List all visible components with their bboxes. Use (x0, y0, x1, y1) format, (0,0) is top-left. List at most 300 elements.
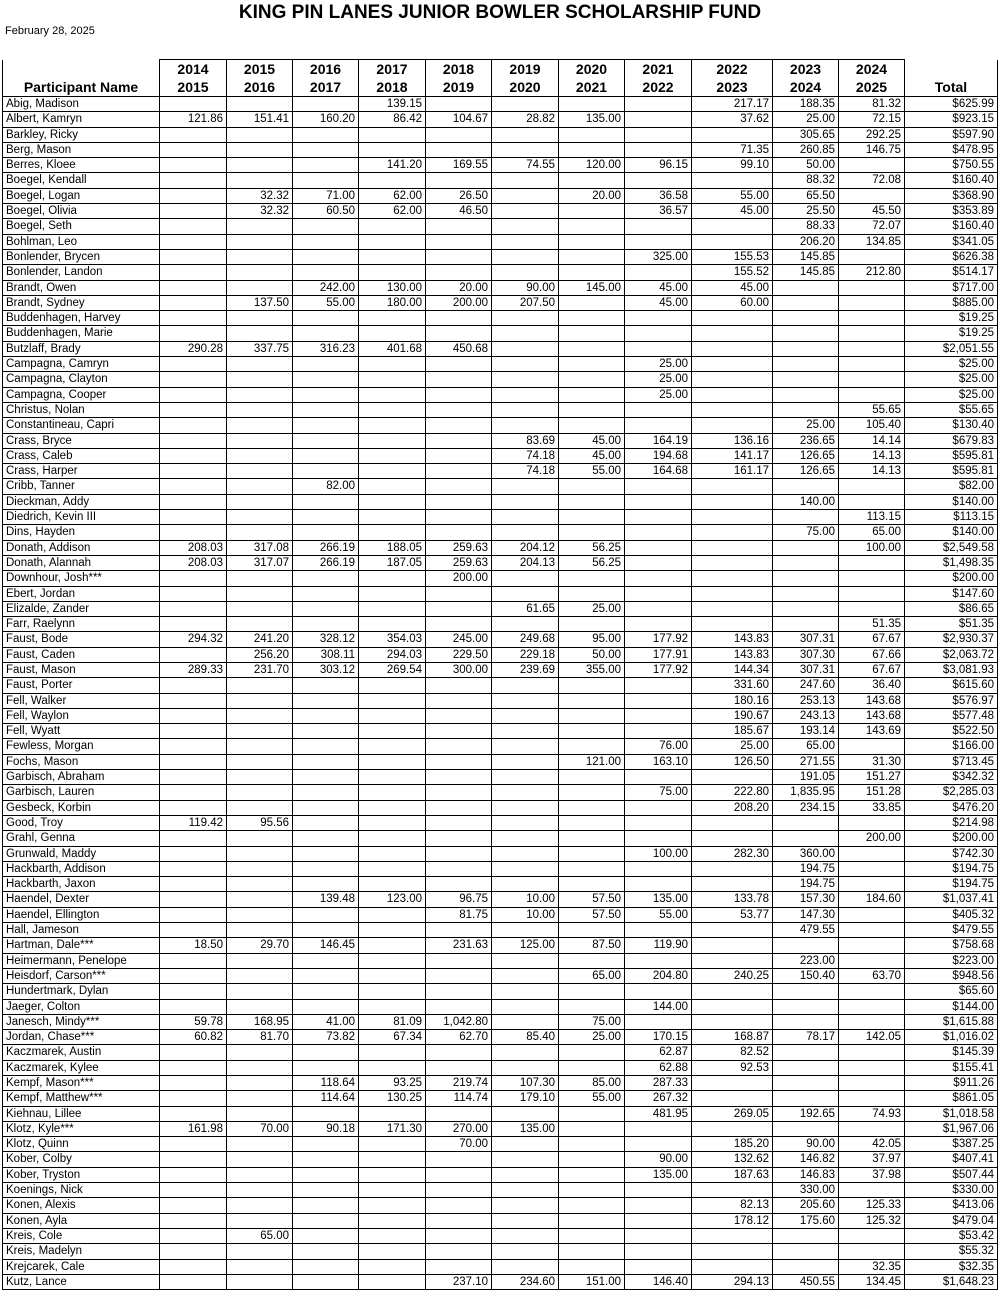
amount-cell: 200.00 (839, 831, 905, 846)
amount-cell: 67.66 (839, 647, 905, 662)
amount-cell: 204.80 (625, 968, 692, 983)
amount-cell (559, 708, 625, 723)
amount-cell: 78.17 (773, 1030, 839, 1045)
amount-cell: 179.10 (492, 1091, 559, 1106)
amount-cell (227, 1274, 293, 1289)
amount-cell (773, 1259, 839, 1274)
amount-cell (559, 357, 625, 372)
amount-cell (359, 693, 426, 708)
amount-cell: 146.82 (773, 1152, 839, 1167)
amount-cell (839, 1076, 905, 1091)
amount-cell (559, 1045, 625, 1060)
amount-cell (293, 770, 359, 785)
amount-cell (359, 1045, 426, 1060)
amount-cell: 222.80 (692, 785, 773, 800)
amount-cell: 87.50 (559, 938, 625, 953)
amount-cell (839, 999, 905, 1014)
amount-cell (492, 1167, 559, 1182)
amount-cell (359, 968, 426, 983)
amount-cell (692, 938, 773, 953)
amount-cell: 95.56 (227, 815, 293, 830)
amount-cell (227, 357, 293, 372)
amount-cell (426, 693, 492, 708)
amount-cell: 86.42 (359, 112, 426, 127)
amount-cell (359, 770, 426, 785)
amount-cell (492, 510, 559, 525)
table-row (3, 586, 998, 601)
amount-cell: 249.68 (492, 632, 559, 647)
amount-cell: 72.15 (839, 112, 905, 127)
amount-cell (839, 280, 905, 295)
amount-cell (359, 800, 426, 815)
participant-name: Kiehnau, Lillee (3, 1106, 160, 1121)
amount-cell (160, 1259, 227, 1274)
amount-cell: 234.60 (492, 1274, 559, 1289)
amount-cell (227, 678, 293, 693)
amount-cell: 450.55 (773, 1274, 839, 1289)
total-cell: $1,967.06 (905, 1121, 998, 1136)
amount-cell: 217.17 (692, 97, 773, 112)
table-row (3, 311, 998, 326)
participant-name: Klotz, Quinn (3, 1137, 160, 1152)
total-cell: $65.60 (905, 984, 998, 999)
amount-cell: 479.55 (773, 923, 839, 938)
amount-cell: 25.50 (773, 204, 839, 219)
amount-cell: 151.28 (839, 785, 905, 800)
amount-cell (426, 586, 492, 601)
amount-cell: 316.23 (293, 341, 359, 356)
amount-cell (692, 1121, 773, 1136)
amount-cell: 99.10 (692, 158, 773, 173)
amount-cell (160, 586, 227, 601)
amount-cell (839, 1091, 905, 1106)
amount-cell: 36.58 (625, 188, 692, 203)
amount-cell (160, 204, 227, 219)
total-cell: $194.75 (905, 877, 998, 892)
amount-cell (773, 510, 839, 525)
amount-cell (839, 249, 905, 264)
amount-cell: 292.25 (839, 127, 905, 142)
amount-cell: 146.40 (625, 1274, 692, 1289)
amount-cell: 55.65 (839, 402, 905, 417)
amount-cell (625, 1244, 692, 1259)
amount-cell: 160.20 (293, 112, 359, 127)
amount-cell (293, 923, 359, 938)
amount-cell (625, 219, 692, 234)
amount-cell (559, 923, 625, 938)
amount-cell (559, 1183, 625, 1198)
amount-cell: 81.70 (227, 1030, 293, 1045)
total-cell: $194.75 (905, 861, 998, 876)
amount-cell (227, 433, 293, 448)
amount-cell (492, 846, 559, 861)
amount-cell: 95.00 (559, 632, 625, 647)
table-row (3, 1274, 998, 1289)
amount-cell: 164.19 (625, 433, 692, 448)
amount-cell (492, 754, 559, 769)
amount-cell (692, 984, 773, 999)
amount-cell (426, 708, 492, 723)
total-cell: $2,930.37 (905, 632, 998, 647)
amount-cell: 150.40 (773, 968, 839, 983)
year-header-end: 2019 (426, 78, 492, 97)
amount-cell (559, 234, 625, 249)
amount-cell (625, 877, 692, 892)
table-row (3, 1244, 998, 1259)
participant-name: Campagna, Clayton (3, 372, 160, 387)
amount-cell (359, 846, 426, 861)
amount-cell: 161.98 (160, 1121, 227, 1136)
amount-cell: 184.60 (839, 892, 905, 907)
amount-cell: 237.10 (426, 1274, 492, 1289)
amount-cell (839, 846, 905, 861)
amount-cell (227, 1076, 293, 1091)
total-cell: $911.26 (905, 1076, 998, 1091)
participant-name: Koenings, Nick (3, 1183, 160, 1198)
amount-cell (773, 1121, 839, 1136)
amount-cell (293, 219, 359, 234)
amount-cell (625, 923, 692, 938)
amount-cell (625, 1259, 692, 1274)
amount-cell (692, 525, 773, 540)
amount-cell: 36.40 (839, 678, 905, 693)
amount-cell: 219.74 (426, 1076, 492, 1091)
amount-cell (492, 724, 559, 739)
amount-cell (426, 953, 492, 968)
amount-cell (625, 800, 692, 815)
year-header-start: 2015 (227, 60, 293, 79)
amount-cell: 25.00 (625, 357, 692, 372)
amount-cell: 114.74 (426, 1091, 492, 1106)
table-row (3, 188, 998, 203)
amount-cell: 85.40 (492, 1030, 559, 1045)
amount-cell (160, 280, 227, 295)
total-cell: $140.00 (905, 525, 998, 540)
amount-cell: 121.86 (160, 112, 227, 127)
amount-cell (773, 815, 839, 830)
amount-cell (227, 877, 293, 892)
amount-cell (492, 188, 559, 203)
amount-cell (625, 1121, 692, 1136)
amount-cell: 10.00 (492, 892, 559, 907)
amount-cell (359, 249, 426, 264)
total-cell: $1,648.23 (905, 1274, 998, 1289)
amount-cell (359, 815, 426, 830)
amount-cell: 239.69 (492, 662, 559, 677)
amount-cell: 55.00 (559, 464, 625, 479)
participant-name: Bonlender, Landon (3, 265, 160, 280)
participant-name: Grunwald, Maddy (3, 846, 160, 861)
table-row (3, 1213, 998, 1228)
amount-cell: 161.17 (692, 464, 773, 479)
amount-cell (293, 402, 359, 417)
participant-name: Garbisch, Abraham (3, 770, 160, 785)
participant-name: Konen, Alexis (3, 1198, 160, 1213)
amount-cell: 125.00 (492, 938, 559, 953)
amount-cell: 36.57 (625, 204, 692, 219)
amount-cell (293, 387, 359, 402)
amount-cell: 82.52 (692, 1045, 773, 1060)
total-cell: $19.25 (905, 326, 998, 341)
amount-cell (227, 601, 293, 616)
amount-cell (426, 1228, 492, 1243)
amount-cell: 132.62 (692, 1152, 773, 1167)
participant-name: Hackbarth, Addison (3, 861, 160, 876)
participant-name: Dins, Hayden (3, 525, 160, 540)
amount-cell: 90.00 (492, 280, 559, 295)
amount-cell: 289.33 (160, 662, 227, 677)
amount-cell (492, 1137, 559, 1152)
amount-cell (160, 158, 227, 173)
amount-cell: 32.35 (839, 1259, 905, 1274)
amount-cell (625, 555, 692, 570)
amount-cell (426, 617, 492, 632)
participant-name: Albert, Kamryn (3, 112, 160, 127)
amount-cell: 207.50 (492, 295, 559, 310)
amount-cell: 71.35 (692, 142, 773, 157)
amount-cell (492, 372, 559, 387)
amount-cell (559, 586, 625, 601)
amount-cell (227, 1091, 293, 1106)
amount-cell (160, 357, 227, 372)
table-row (3, 510, 998, 525)
amount-cell (359, 907, 426, 922)
amount-cell (426, 800, 492, 815)
amount-cell (625, 984, 692, 999)
amount-cell: 177.91 (625, 647, 692, 662)
amount-cell (559, 953, 625, 968)
participant-name: Kutz, Lance (3, 1274, 160, 1289)
amount-cell (773, 311, 839, 326)
amount-cell (227, 999, 293, 1014)
header-row-years-start (3, 60, 998, 79)
amount-cell (839, 586, 905, 601)
amount-cell (160, 984, 227, 999)
amount-cell (426, 448, 492, 463)
amount-cell (492, 877, 559, 892)
participant-name: Campagna, Cooper (3, 387, 160, 402)
amount-cell: 146.83 (773, 1167, 839, 1182)
amount-cell (773, 1060, 839, 1075)
amount-cell (359, 525, 426, 540)
amount-cell (492, 341, 559, 356)
amount-cell: 155.52 (692, 265, 773, 280)
amount-cell (559, 724, 625, 739)
amount-cell (227, 479, 293, 494)
table-row (3, 464, 998, 479)
amount-cell (426, 968, 492, 983)
amount-cell (839, 1183, 905, 1198)
amount-cell: 25.00 (773, 418, 839, 433)
amount-cell: 135.00 (492, 1121, 559, 1136)
amount-cell (227, 1137, 293, 1152)
amount-cell (559, 295, 625, 310)
participant-name: Kreis, Cole (3, 1228, 160, 1243)
amount-cell (625, 861, 692, 876)
amount-cell (359, 311, 426, 326)
amount-cell: 65.00 (773, 739, 839, 754)
amount-cell (559, 341, 625, 356)
amount-cell (773, 617, 839, 632)
amount-cell (492, 617, 559, 632)
table-row (3, 479, 998, 494)
amount-cell (160, 249, 227, 264)
amount-cell (227, 892, 293, 907)
amount-cell: 65.00 (559, 968, 625, 983)
amount-cell (227, 1183, 293, 1198)
amount-cell (426, 815, 492, 830)
amount-cell (293, 739, 359, 754)
year-header-start: 2023 (773, 60, 839, 79)
amount-cell (426, 785, 492, 800)
amount-cell: 55.00 (293, 295, 359, 310)
total-cell: $25.00 (905, 357, 998, 372)
amount-cell: 151.00 (559, 1274, 625, 1289)
amount-cell (559, 693, 625, 708)
amount-cell (692, 219, 773, 234)
amount-cell (559, 678, 625, 693)
amount-cell: 164.68 (625, 464, 692, 479)
participant-name: Boegel, Kendall (3, 173, 160, 188)
table-row (3, 1228, 998, 1243)
amount-cell: 135.00 (625, 1167, 692, 1182)
amount-cell (625, 1183, 692, 1198)
table-row (3, 815, 998, 830)
amount-cell: 28.82 (492, 112, 559, 127)
amount-cell (160, 953, 227, 968)
amount-cell (293, 158, 359, 173)
amount-cell (227, 219, 293, 234)
amount-cell (773, 1228, 839, 1243)
amount-cell: 139.48 (293, 892, 359, 907)
amount-cell: 125.32 (839, 1213, 905, 1228)
table-row (3, 892, 998, 907)
report-title: KING PIN LANES JUNIOR BOWLER SCHOLARSHIP FUND (238, 2, 762, 23)
amount-cell (492, 739, 559, 754)
amount-cell (227, 418, 293, 433)
total-cell: $479.04 (905, 1213, 998, 1228)
amount-cell (492, 984, 559, 999)
amount-cell: 57.50 (559, 892, 625, 907)
amount-cell: 260.85 (773, 142, 839, 157)
amount-cell: 18.50 (160, 938, 227, 953)
table-row (3, 571, 998, 586)
table-row (3, 877, 998, 892)
amount-cell (359, 877, 426, 892)
amount-cell: 120.00 (559, 158, 625, 173)
amount-cell (426, 249, 492, 264)
amount-cell (293, 846, 359, 861)
amount-cell: 61.65 (492, 601, 559, 616)
amount-cell: 25.00 (559, 601, 625, 616)
amount-cell: 136.16 (692, 433, 773, 448)
table-row (3, 938, 998, 953)
total-cell: $82.00 (905, 479, 998, 494)
amount-cell: 50.00 (773, 158, 839, 173)
amount-cell: 175.60 (773, 1213, 839, 1228)
year-header-end: 2021 (559, 78, 625, 97)
amount-cell (625, 402, 692, 417)
table-row (3, 999, 998, 1014)
amount-cell: 45.00 (559, 448, 625, 463)
amount-cell (359, 1167, 426, 1182)
amount-cell (227, 1213, 293, 1228)
amount-cell: 168.87 (692, 1030, 773, 1045)
amount-cell: 401.68 (359, 341, 426, 356)
amount-cell (359, 372, 426, 387)
amount-cell (160, 295, 227, 310)
amount-cell: 187.05 (359, 555, 426, 570)
amount-cell (426, 999, 492, 1014)
amount-cell (773, 357, 839, 372)
total-cell: $341.05 (905, 234, 998, 249)
amount-cell (426, 1213, 492, 1228)
amount-cell (559, 402, 625, 417)
amount-cell (160, 724, 227, 739)
amount-cell (160, 234, 227, 249)
amount-cell (426, 127, 492, 142)
amount-cell (227, 770, 293, 785)
table-row (3, 846, 998, 861)
amount-cell: 88.32 (773, 173, 839, 188)
amount-cell: 151.27 (839, 770, 905, 785)
amount-cell (773, 571, 839, 586)
participant-name: Bohlman, Leo (3, 234, 160, 249)
amount-cell (492, 678, 559, 693)
amount-cell (625, 601, 692, 616)
amount-cell (773, 1091, 839, 1106)
amount-cell (160, 97, 227, 112)
amount-cell: 223.00 (773, 953, 839, 968)
amount-cell: 180.16 (692, 693, 773, 708)
amount-cell: 208.03 (160, 540, 227, 555)
amount-cell (293, 1060, 359, 1075)
amount-cell (227, 142, 293, 157)
table-row (3, 173, 998, 188)
amount-cell (293, 494, 359, 509)
table-row (3, 249, 998, 264)
amount-cell (227, 326, 293, 341)
amount-cell: 259.63 (426, 540, 492, 555)
total-cell: $595.81 (905, 448, 998, 463)
amount-cell (492, 418, 559, 433)
amount-cell (559, 265, 625, 280)
amount-cell (293, 785, 359, 800)
total-cell: $113.15 (905, 510, 998, 525)
amount-cell (293, 907, 359, 922)
amount-cell (839, 341, 905, 356)
total-cell: $507.44 (905, 1167, 998, 1182)
participant-name: Grahl, Genna (3, 831, 160, 846)
participant-name: Faust, Caden (3, 647, 160, 662)
amount-cell (359, 433, 426, 448)
amount-cell: 229.50 (426, 647, 492, 662)
amount-cell (293, 433, 359, 448)
amount-cell (160, 968, 227, 983)
amount-cell (160, 754, 227, 769)
amount-cell: 188.35 (773, 97, 839, 112)
amount-cell (426, 265, 492, 280)
amount-cell: 243.13 (773, 708, 839, 723)
table-row (3, 678, 998, 693)
amount-cell (559, 1228, 625, 1243)
amount-cell (160, 571, 227, 586)
table-row (3, 708, 998, 723)
amount-cell (492, 249, 559, 264)
amount-cell (692, 418, 773, 433)
amount-cell (293, 617, 359, 632)
amount-cell: 188.05 (359, 540, 426, 555)
